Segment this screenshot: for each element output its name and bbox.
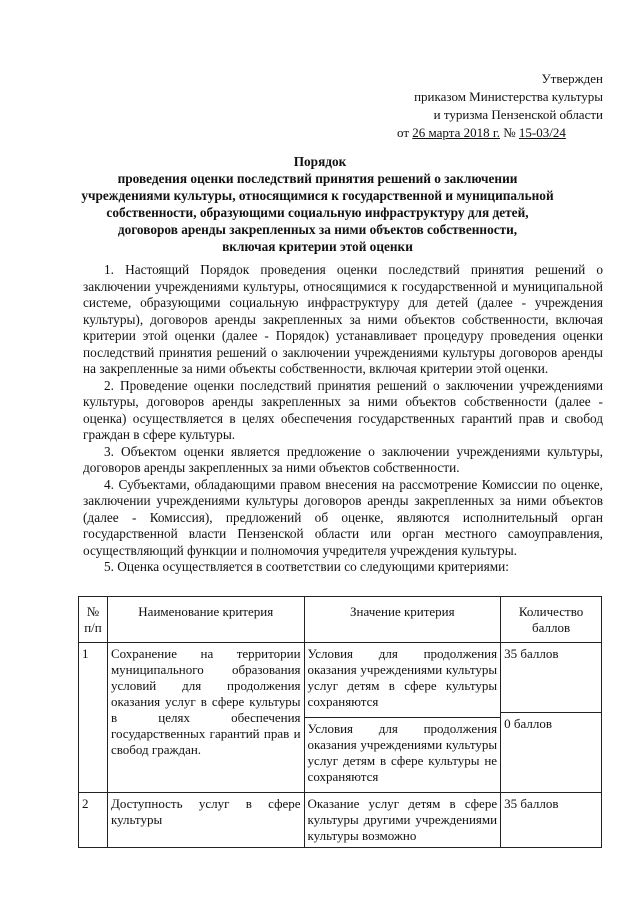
approval-number: 15-03/24 [518, 125, 566, 140]
approval-line-4 [397, 124, 603, 142]
paragraph-4: 4. Субъектами, обладающими правом внесения на рассмотрение Комиссии по оценке, заключении учреждениями культуры договоров аренды закрепленных за ними объектов (далее - Комиссия), предложений об оценке, являются исполнительный орган государственной власти Пензенской области или орган местного самоуправления, осуществляющий функции и полномочия учредителя учреждения культуры. [83, 476, 603, 558]
approval-number-sign: № [503, 125, 516, 140]
value-cell: Условия для продолжения оказания учреждениями культуры услуг детям в сфере культуры сохраняются [307, 646, 498, 709]
approval-from-prefix: от [397, 125, 410, 140]
row-values [304, 643, 501, 793]
approval-line-2: приказом Министерства культуры [414, 89, 603, 104]
paragraph-2: 2. Проведение оценки последствий принятия решений о заключении учреждениями культуры, договоров аренды закрепленных за ними объектов собственности (далее - оценка) осуществляется в целях обеспечения государственных гарантий прав и свобод граждан в сфере культуры. [83, 377, 603, 442]
header-criterion: Наименование критерия [107, 597, 304, 643]
approval-line-3: и туризма Пензенской области [433, 107, 603, 122]
title-line-6: включая критерии этой оценки [222, 239, 413, 254]
title-line-2: проведения оценки последствий принятия решений о заключении [117, 171, 518, 186]
row-criterion: Доступность услуг в сфере культуры [107, 793, 304, 848]
value-cell: Условия для продолжения оказания учреждениями культуры услуг детям в сфере культуры не сохраняются [305, 717, 501, 792]
table-row [79, 643, 602, 793]
table-row [79, 793, 602, 848]
header-value: Значение критерия [304, 597, 501, 643]
document-title [0, 153, 640, 255]
paragraph-1: 1. Настоящий Порядок проведения оценки последствий принятия решений о заключении учреждениями культуры, относящимися к государственной и муниципальной системе, образующими социальную инфраструктуру для детей (далее - учреждения культуры), договоров аренды закрепленных за ними объектов собственности, включая критерии этой оценки (далее - Порядок) устанавливает процедуру проведения оценки последствий принятия решений о заключении учреждениями культуры договоров аренды на закрепленные за ними объекты собственности, включая критерии этой оценки. [83, 262, 603, 376]
title-line-1: Порядок [293, 154, 347, 169]
row-points [501, 643, 602, 793]
title-line-4: собственности, образующими социальную инфраструктуру для детей, [106, 205, 529, 220]
approval-date: 26 марта 2018 г. [412, 125, 500, 140]
header-number: № п/п [79, 597, 108, 643]
approval-stamp [397, 70, 603, 142]
points-cell: 0 баллов [501, 712, 601, 739]
row-number: 1 [79, 643, 108, 793]
title-line-3: учреждениями культуры, относящимися к государственной и муниципальной [81, 188, 554, 203]
row-criterion: Сохранение на территории муниципального образования условий для продолжения оказания услуг в сфере культуры в целях обеспечения государственных гарантий прав и свобод граждан. [107, 643, 304, 793]
table-header-row [79, 597, 602, 643]
title-line-5: договоров аренды закрепленных за ними объектов собственности, [117, 222, 518, 237]
paragraph-5: 5. Оценка осуществляется в соответствии со следующими критериями: [104, 559, 509, 574]
document-body [83, 262, 603, 576]
points-cell: 35 баллов [504, 646, 559, 661]
criteria-table [78, 596, 602, 848]
points-cell: 35 баллов [501, 793, 602, 848]
approval-line-1: Утвержден [541, 71, 603, 86]
value-cell: Оказание услуг детям в сфере культуры другими учреждениями культуры возможно [304, 793, 501, 848]
row-number: 2 [79, 793, 108, 848]
paragraph-3: 3. Объектом оценки является предложение о заключении учреждениями культуры, договоров аренды закрепленных за ними объектов собственности. [83, 443, 603, 475]
header-points: Количество баллов [501, 597, 602, 643]
